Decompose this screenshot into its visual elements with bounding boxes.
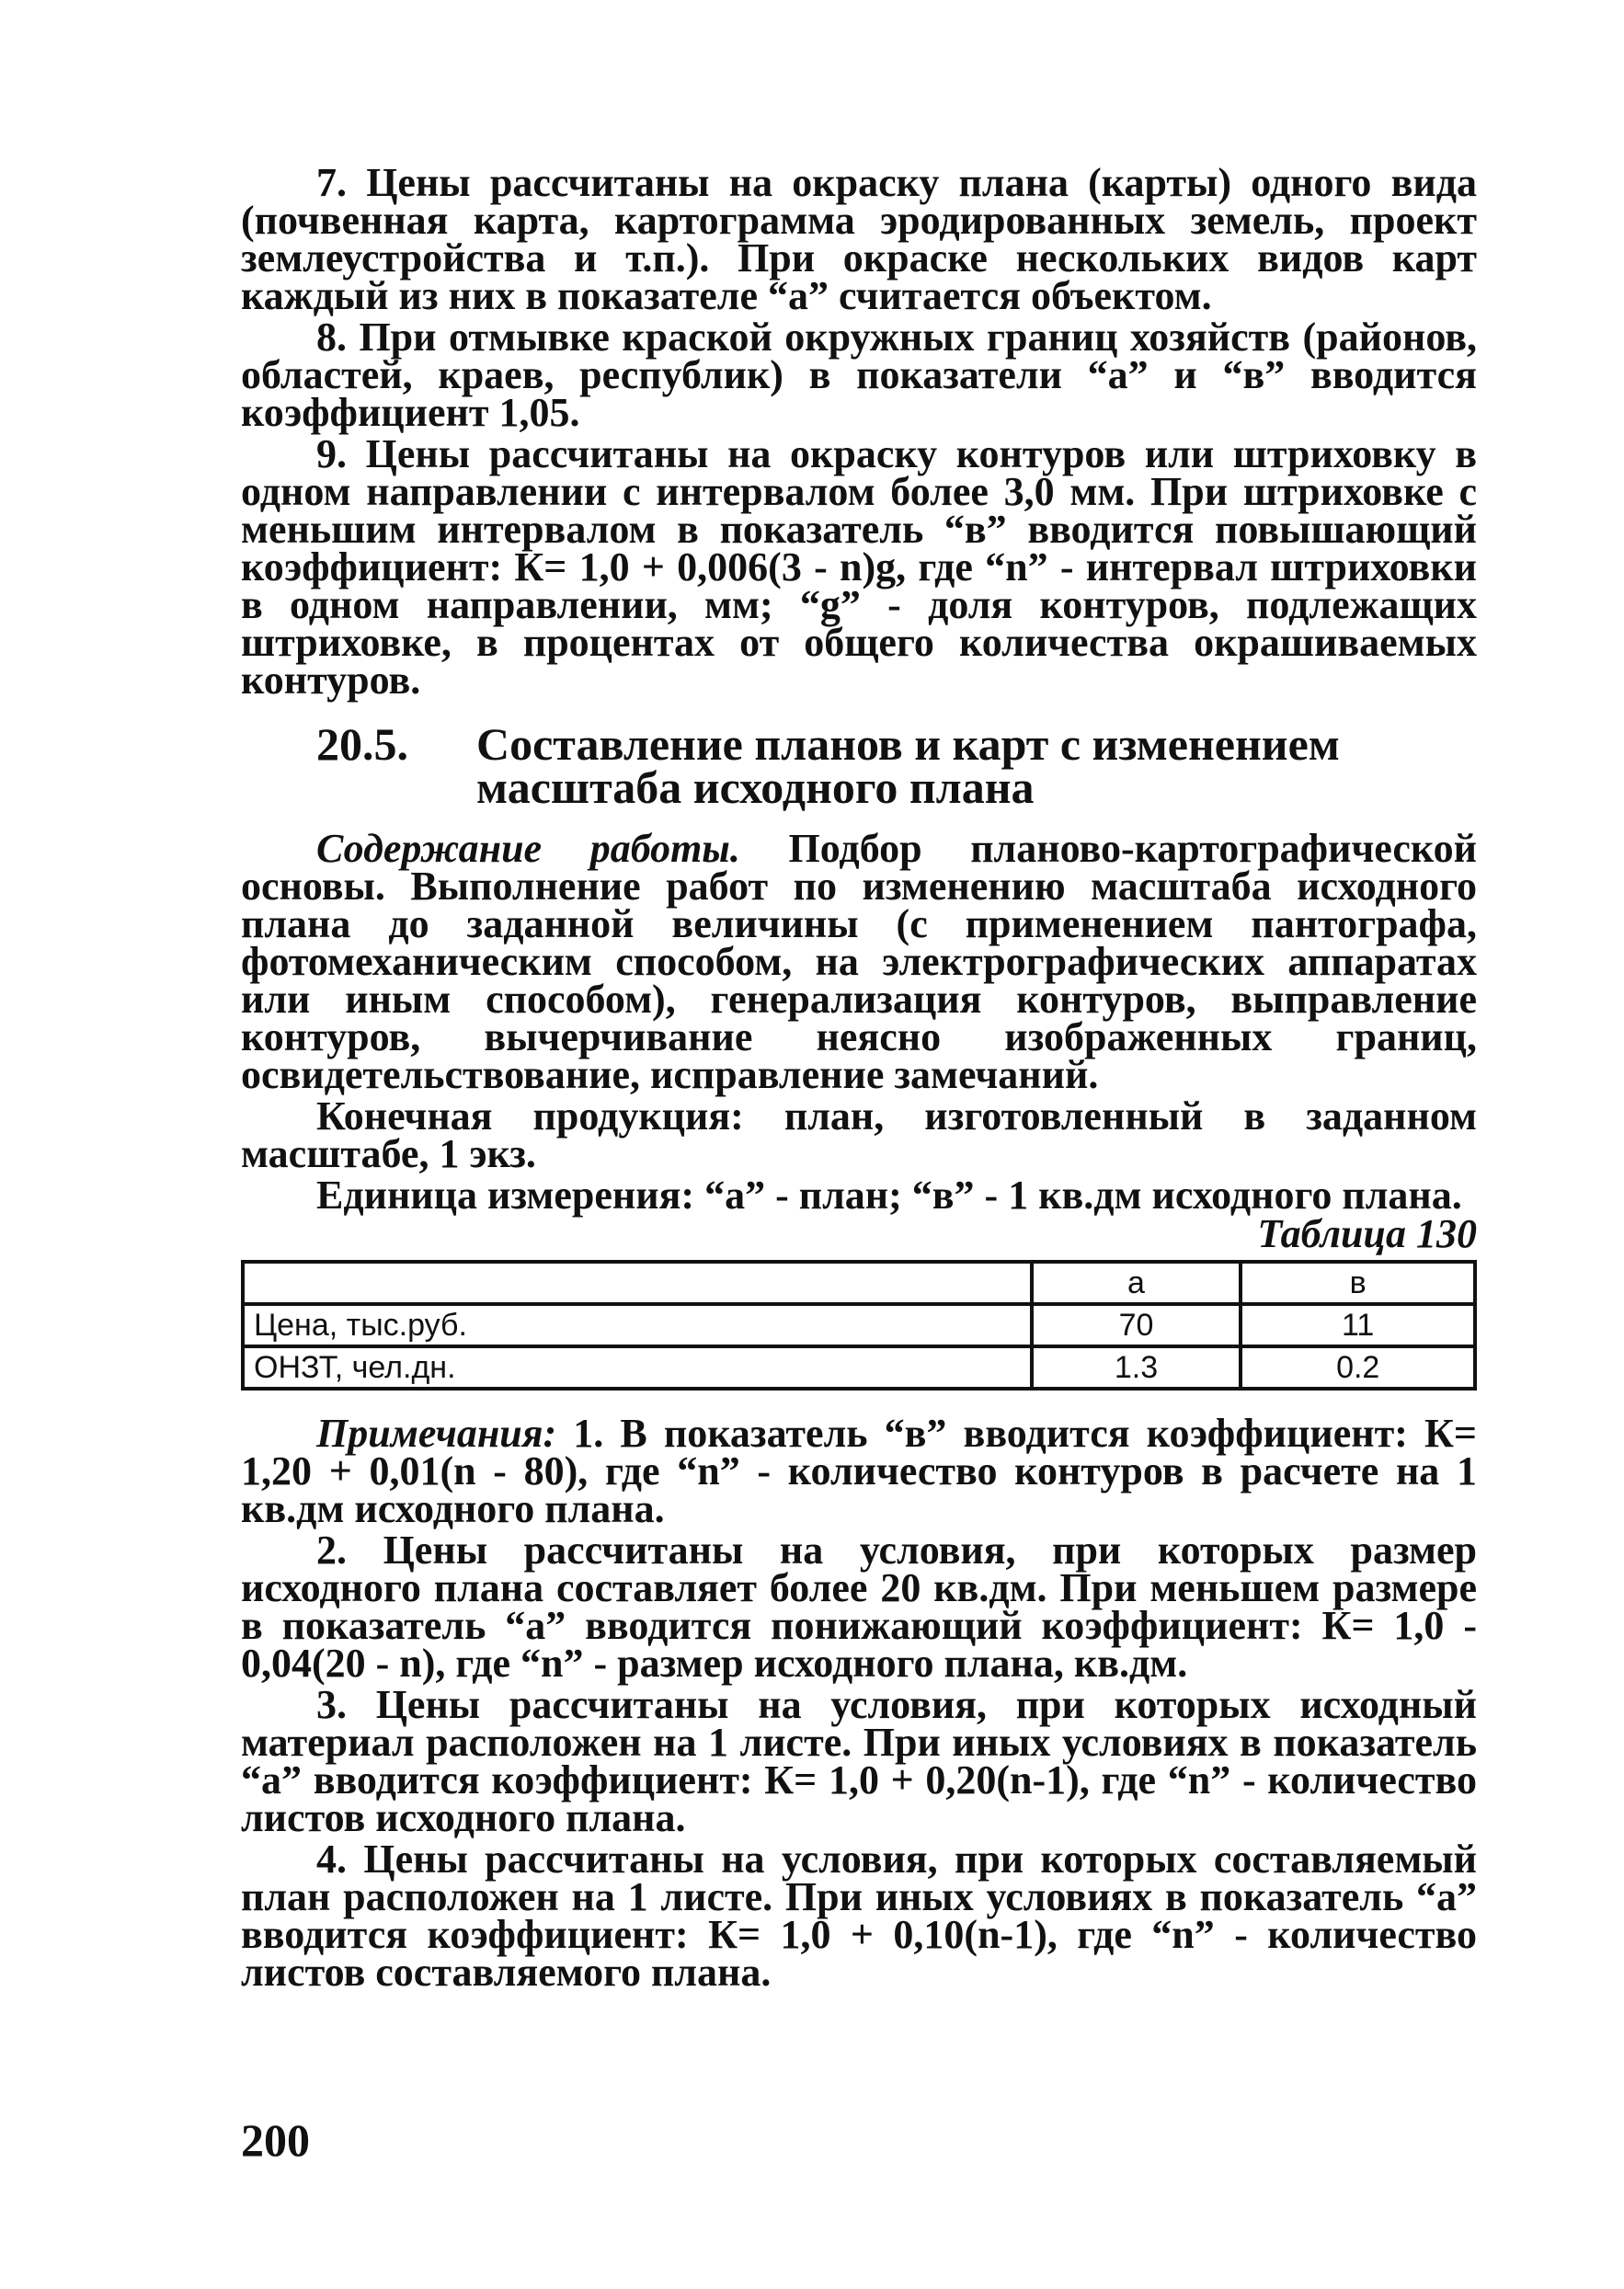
table-cell-a: 70: [1032, 1304, 1241, 1346]
section-heading: [316, 718, 1477, 813]
table-cell-b: 11: [1241, 1304, 1475, 1346]
work-content-paragraph: [241, 826, 1478, 1097]
table-header-a: а: [1032, 1262, 1241, 1304]
section-title: Составление планов и карт с изменением масштаба исходного плана: [476, 718, 1340, 813]
table-row: [243, 1304, 1475, 1346]
note-4: 4. Цены рассчитаны на условия, при которых составляемый план расположен на 1 листе. При иных условиях в показатель “а” вводится коэффициент: К= 1,0 + 0,10(n-1), где “n” - количество листов составляемого плана.: [241, 1837, 1477, 1995]
notes-label: Примечания:: [316, 1411, 557, 1456]
work-content-text: Подбор планово-картографической основы. Выполнение работ по изменению масштаба исходного плана до заданной величины (с применением пантографа, фотомеханическим способом, на электрографических аппаратах или иным способом), генерализация контуров, выправление контуров, вычерчивание неясно изображенных границ, освидетельствование, исправление замечаний.: [241, 826, 1478, 1097]
table-row-label: ОНЗТ, чел.дн.: [243, 1346, 1032, 1389]
paragraph-9: 9. Цены рассчитаны на окраску контуров или штриховку в одном направлении с интервалом более 3,0 мм. При штриховке с меньшим интервалом в показатель “в” вводится повышающий коэффициент: К= 1,0 + 0,006(3 - n)g, где “n” - интервал штриховки в одном направлении, мм; “g” - доля контуров, подлежащих штриховке, в процентах от общего количества окрашиваемых контуров.: [241, 431, 1477, 703]
table-row: [243, 1346, 1475, 1389]
paragraph-8: 8. При отмывке краской окружных границ хозяйств (районов, областей, краев, республик) в показатели “а” и “в” вводится коэффициент 1,05.: [241, 315, 1477, 435]
work-content-label: Содержание работы.: [316, 826, 740, 871]
table-header-row: [243, 1262, 1475, 1304]
table-row-label: Цена, тыс.руб.: [243, 1304, 1032, 1346]
table-header-b: в: [1241, 1262, 1475, 1304]
table-cell-a: 1.3: [1032, 1346, 1241, 1389]
unit-paragraph: Единица измерения: “а” - план; “в” - 1 кв.дм исходного плана.: [316, 1173, 1462, 1218]
note-3: 3. Цены рассчитаны на условия, при которых исходный материал расположен на 1 листе. При иных условиях в показатель “а” вводится коэффициент: К= 1,0 + 0,20(n-1), где “n” - количество листов исходного плана.: [241, 1682, 1477, 1840]
table-header-empty: [243, 1262, 1032, 1304]
note-2: 2. Цены рассчитаны на условия, при которых размер исходного плана составляет более 20 кв.дм. При меньшем размере в показатель “а” вводится понижающий коэффициент: К= 1,0 - 0,04(20 - n), где “n” - размер исходного плана, кв.дм.: [241, 1528, 1477, 1686]
paragraph-7: 7. Цены рассчитаны на окраску плана (карты) одного вида (почвенная карта, картограмма эродированных земель, проект землеустройства и т.п.). При окраске нескольких видов карт каждый из них в показателе “а” считается объектом.: [241, 160, 1477, 318]
table-cell-b: 0.2: [1241, 1346, 1475, 1389]
page-number: 200: [241, 2114, 310, 2166]
section-number: 20.5.: [316, 718, 408, 770]
document-page: [241, 160, 1478, 1995]
note-1: [241, 1411, 1477, 1531]
table-caption: Таблица 130: [1257, 1211, 1477, 1256]
note-1-text: 1. В показатель “в” вводится коэффициент: К= 1,20 + 0,01(n - 80), где “n” - количество контуров в расчете на 1 кв.дм исходного плана.: [241, 1411, 1477, 1531]
price-table: [241, 1260, 1477, 1391]
final-product-paragraph: Конечная продукция: план, изготовленный в заданном масштабе, 1 экз.: [241, 1093, 1477, 1176]
